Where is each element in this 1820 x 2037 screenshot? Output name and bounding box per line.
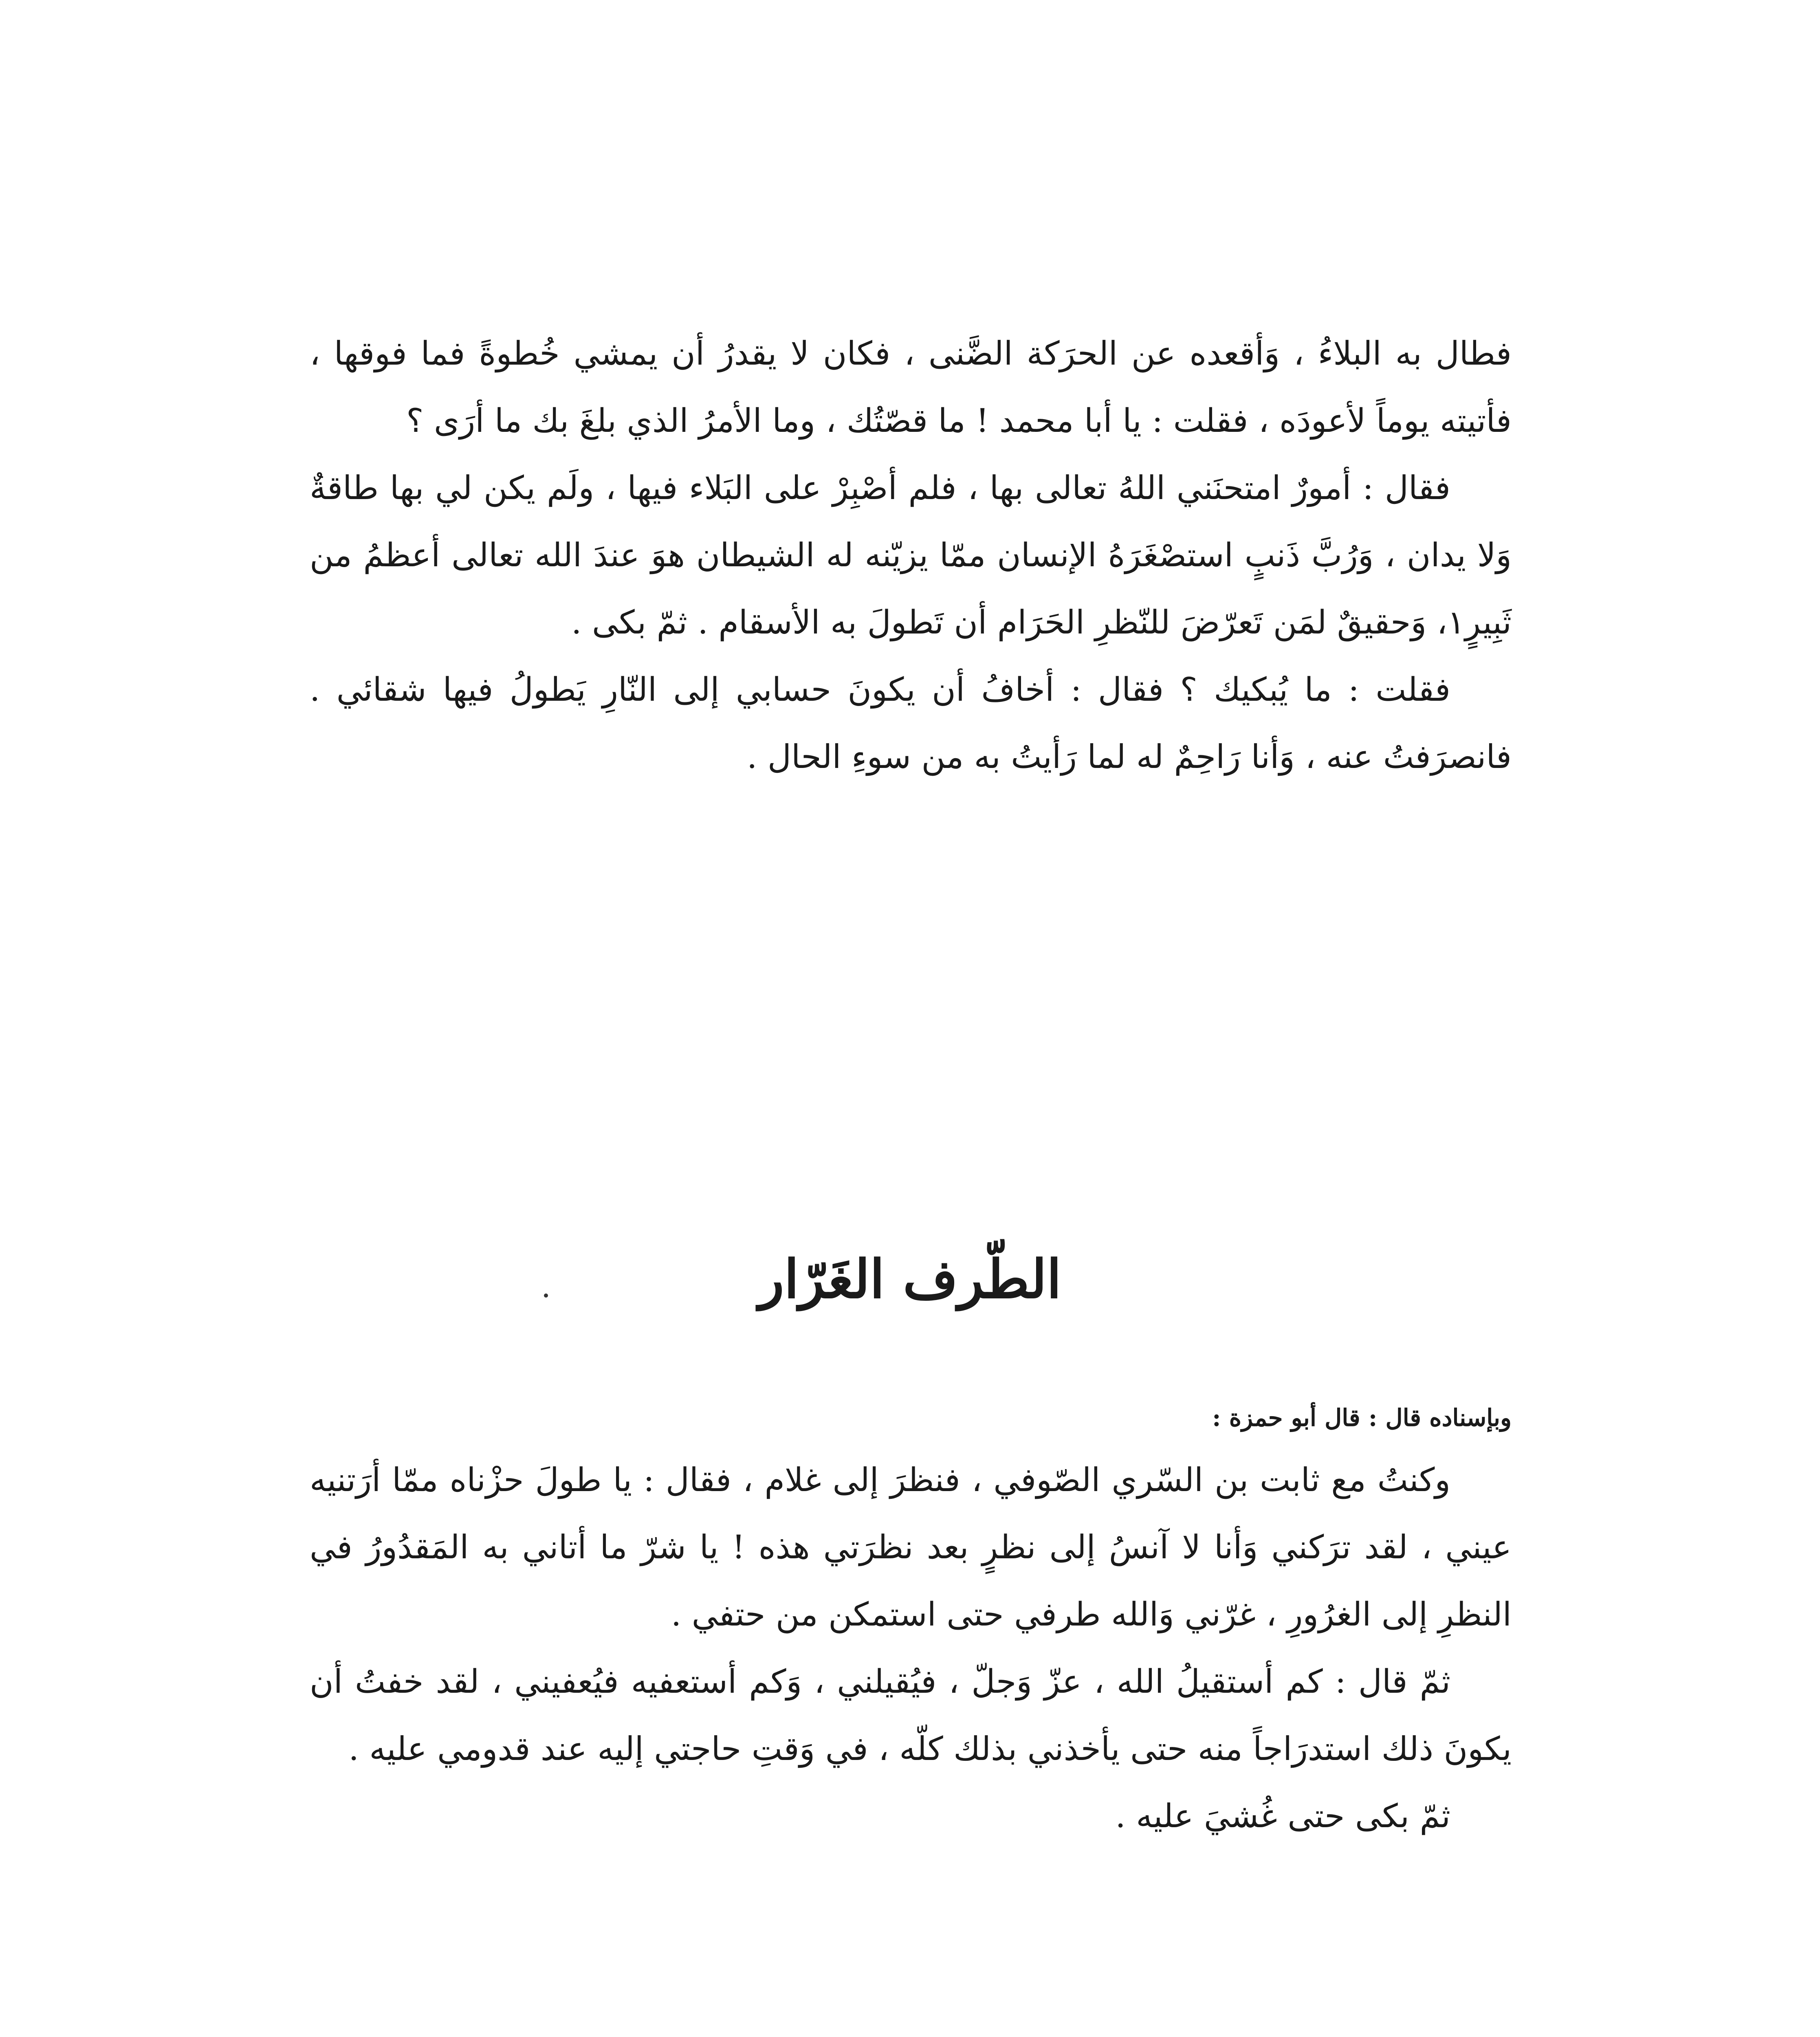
paragraph: فطال به البلاءُ ، وَأقعده عن الحرَكة الضَّنى ، فكان لا يقدرُ أن يمشي خُطوةً فما فوقها ، فأتيته يوماً لأعودَه ، فقلت : يا أبا محمد ! ما قصّتُك ، وما الأمرُ الذي بلغَ بك ما أرَى ؟ [310, 334, 1512, 440]
stray-dot [544, 1293, 548, 1298]
section-1-text [310, 320, 1512, 790]
section-title: الطّرف الغَرّار [758, 1248, 1062, 1310]
paragraph: وكنتُ مع ثابت بن السّري الصّوفي ، فنظرَ إلى غلام ، فقال : يا طولَ حزْناه ممّا أرَتنيه عيني ، لقد ترَكني وَأنا لا آنسُ إلى نظرٍ بعد نظرَتي هذه ! يا شرّ ما أتاني به المَقدُورُ في النظرِ إلى الغرُورِ ، غرّني وَالله طرفي حتى استمكن من حتفي . [310, 1461, 1512, 1633]
paragraph: ثمّ بكى حتى غُشيَ عليه . [1115, 1797, 1450, 1835]
paragraph: ثمّ قال : كم أستقيلُ الله ، عزّ وَجلّ ، فيُقيلني ، وَكم أستعفيه فيُعفيني ، لقد خفتُ أن يكونَ ذلك استدرَاجاً منه حتى يأخذني بذلك كلّه ، في وَقتِ حاجتي إليه عند قدومي عليه . [310, 1663, 1512, 1768]
isnad-line: وبإسناده قال : قال أبو حمزة : [1212, 1404, 1512, 1432]
paragraph: فقال : أمورٌ امتحنَني اللهُ تعالى بها ، فلم أصْبِرْ على البَلاء فيها ، ولَم يكن لي بها طاقةٌ وَلا يدان ، وَرُبَّ ذَنبٍ استصْغَرَهُ الإنسان ممّا يزيّنه له الشيطان هوَ عندَ الله تعالى أعظمُ من ثَبِيرٍ١، وَحقيقٌ لمَن تَعرّضَ للنّظرِ الحَرَام أن تَطولَ به الأسقام . ثمّ بكى . [310, 469, 1512, 641]
paragraph: فقلت : ما يُبكيك ؟ فقال : أخافُ أن يكونَ حسابي إلى النّارِ يَطولُ فيها شقائي . فانصرَفتُ عنه ، وَأنا رَاحِمٌ له لما رَأيتُ به من سوءِ الحال . [310, 671, 1512, 776]
section-2-text [310, 1446, 1512, 1850]
